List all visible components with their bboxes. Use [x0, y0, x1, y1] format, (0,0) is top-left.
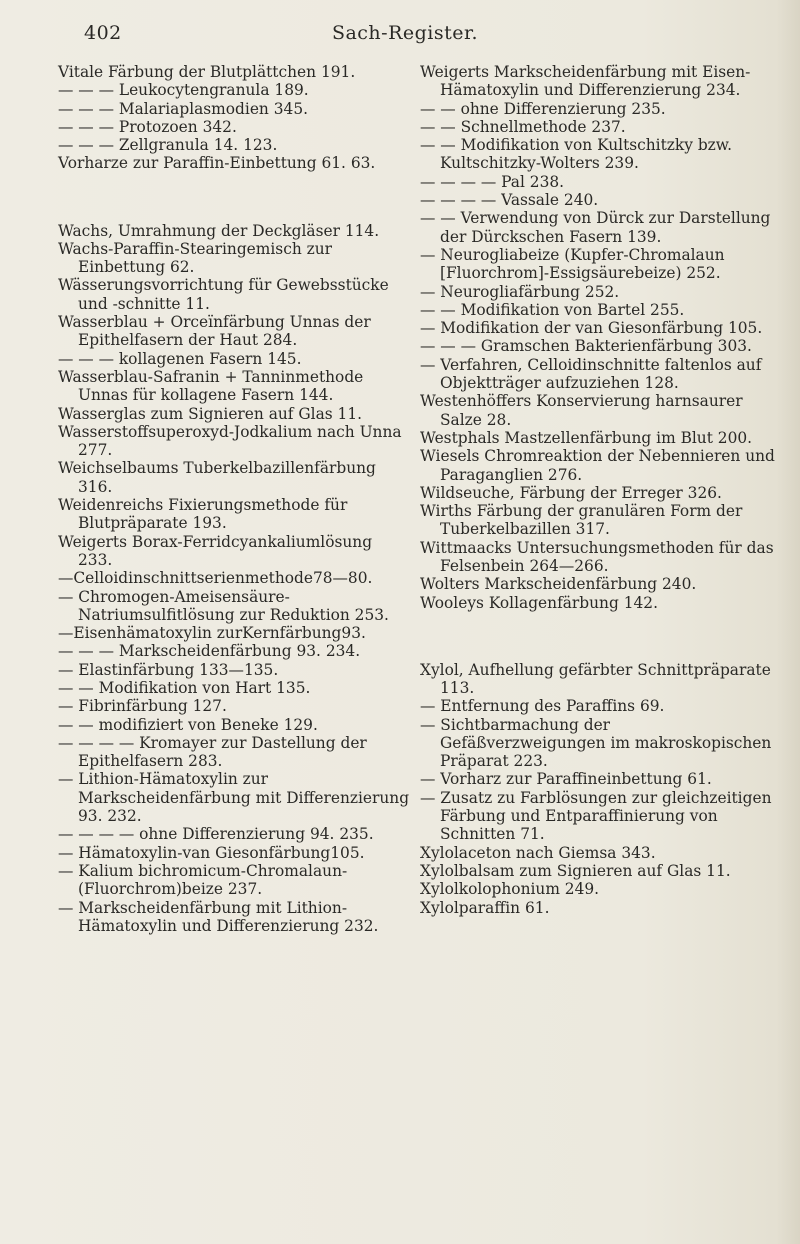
index-entry: Xylolaceton nach Giemsa 343. — [420, 843, 656, 862]
index-entry: — Modifikation der van Giesonfärbung 105. — [420, 319, 763, 338]
index-entry: — Elastinfärbung 133—135. — [58, 660, 279, 679]
index-entry: — Neurogliafärbung 252. — [420, 282, 620, 301]
index-entry: Xylol, Aufhellung gefärbter Schnittpräparate 113. — [420, 660, 771, 697]
page-header — [0, 20, 800, 50]
index-entry: — — — kollagenen Fasern 145. — [58, 349, 302, 368]
index-entry: Wachs, Umrahmung der Deckgläser 114. — [58, 221, 380, 240]
index-entry: — Chromogen-Ameisensäure-Natriumsulfitlösung zur Reduktion 253. — [58, 587, 389, 624]
index-entry: — Fibrinfärbung 127. — [58, 697, 227, 716]
index-entry: — — Modifikation von Bartel 255. — [420, 300, 685, 319]
index-entry: — — — Zellgranula 14. 123. — [58, 136, 278, 155]
index-entry: — Vorharz zur Paraffineinbettung 61. — [420, 770, 712, 789]
index-entry: Weigerts Borax-Ferridcyankaliumlösung 233. — [58, 532, 373, 569]
index-entry: Westenhöffers Konservierung harnsaurer Salze 28. — [420, 392, 743, 429]
index-entry: — — modifiziert von Beneke 129. — [58, 715, 318, 734]
index-entry: Wässerungsvorrichtung für Gewebsstücke und -schnitte 11. — [58, 276, 389, 313]
index-entry: Wiesels Chromreaktion der Nebennieren und Paraganglien 276. — [420, 447, 775, 484]
index-entry: — — Modifikation von Hart 135. — [58, 678, 311, 697]
index-column-right — [420, 63, 776, 917]
index-entry: — Zusatz zu Farblösungen zur gleichzeitigen Färbung und Entparaffinierung von Schnitten 71. — [420, 788, 772, 844]
section-gap — [58, 188, 410, 206]
index-entry: Vorharze zur Paraffin-Einbettung 61. 63. — [58, 154, 376, 173]
index-entry: — — Schnellmethode 237. — [420, 117, 626, 136]
index-column-left — [58, 63, 410, 935]
index-entry: —Celloidinschnittserienmethode78—80. — [58, 569, 373, 588]
index-entry: Vitale Färbung der Blutplättchen 191. — [58, 63, 356, 81]
index-entry: — — — — Vassale 240. — [420, 191, 599, 210]
index-entry: Wasserstoffsuperoxyd-Jodkalium nach Unna 277. — [58, 422, 402, 460]
index-entry: — Kalium bichromicum-Chromalaun-(Fluorchrom)beize 237. — [58, 861, 348, 899]
index-entry: — — — Protozoen 342. — [58, 117, 237, 136]
index-entry: — Verfahren, Celloidinschnitte faltenlos auf Objektträger aufzuziehen 128. — [420, 355, 762, 393]
index-entry: Wildseuche, Färbung der Erreger 326. — [420, 483, 722, 502]
index-entry: Westphals Mastzellenfärbung im Blut 200. — [420, 428, 753, 447]
index-entry: — — — Leukocytengranula 189. — [58, 81, 309, 100]
index-entry: Wooleys Kollagenfärbung 142. — [420, 593, 658, 612]
index-entry: — Neurogliabeize (Kupfer-Chromalaun [Fluorchrom]-Essigsäurebeize) 252. — [420, 245, 725, 283]
index-entry: Xylolbalsam zum Signieren auf Glas 11. — [420, 861, 731, 880]
index-entry: — — Modifikation von Kultschitzky bzw. Kultschitzky-Wolters 239. — [420, 136, 733, 173]
index-entry: — — — Gramschen Bakterienfärbung 303. — [420, 337, 752, 356]
index-entry: — — — Markscheidenfärbung 93. 234. — [58, 642, 361, 661]
index-entry: Wittmaacks Untersuchungsmethoden für das Felsenbein 264—266. — [420, 538, 774, 576]
index-entry: Weidenreichs Fixierungsmethode für Blutpräparate 193. — [58, 496, 348, 533]
index-entry: Wasserblau + Orceïnfärbung Unnas der Epithelfasern der Haut 284. — [58, 313, 371, 350]
index-entry: — — — — ohne Differenzierung 94. 235. — [58, 825, 374, 844]
index-entry: — Lithion-Hämatoxylin zur Markscheidenfärbung mit Differenzierung 93. 232. — [58, 770, 410, 826]
index-entry: Xylolparaffin 61. — [420, 898, 550, 917]
index-entry: — — — — Kromayer zur Dastellung der Epithelfasern 283. — [58, 733, 367, 771]
index-entry: Wasserglas zum Signieren auf Glas 11. — [58, 404, 363, 423]
index-entry: Xylolkolophonium 249. — [420, 880, 600, 899]
index-entry: Wasserblau-Safranin + Tanninmethode Unnas für kollagene Fasern 144. — [58, 367, 364, 405]
index-entry: —Eisenhämatoxylin zurKernfärbung93. — [58, 624, 366, 643]
index-entry: Weigerts Markscheidenfärbung mit Eisen-Hämatoxylin und Differenzierung 234. — [420, 63, 751, 100]
index-entry: — Sichtbarmachung der Gefäßverzweigungen im makroskopischen Präparat 223. — [420, 715, 772, 771]
running-title: Sach-Register. — [331, 22, 479, 44]
index-entry: Wirths Färbung der granulären Form der Tuberkelbazillen 317. — [420, 502, 743, 539]
index-entry: — — Verwendung von Dürck zur Darstellung der Dürckschen Fasern 139. — [420, 209, 771, 246]
index-entry: — Entfernung des Paraffins 69. — [420, 697, 665, 716]
index-entry: Wachs-Paraffin-Stearingemisch zur Einbettung 62. — [58, 239, 333, 277]
index-entry: — Markscheidenfärbung mit Lithion-Hämatoxylin und Differenzierung 232. — [58, 898, 379, 935]
index-entry: — — — Malariaplasmodien 345. — [58, 99, 309, 118]
index-entry: Wolters Markscheidenfärbung 240. — [420, 575, 697, 594]
index-entry: — Hämatoxylin-van Giesonfärbung105. — [58, 843, 365, 862]
index-entry: — — ohne Differenzierung 235. — [420, 99, 666, 118]
index-entry: — — — — Pal 238. — [420, 172, 565, 191]
index-entry: Weichselbaums Tuberkelbazillenfärbung 316. — [58, 459, 376, 496]
page-number: 402 — [84, 22, 122, 44]
section-gap — [420, 627, 776, 645]
